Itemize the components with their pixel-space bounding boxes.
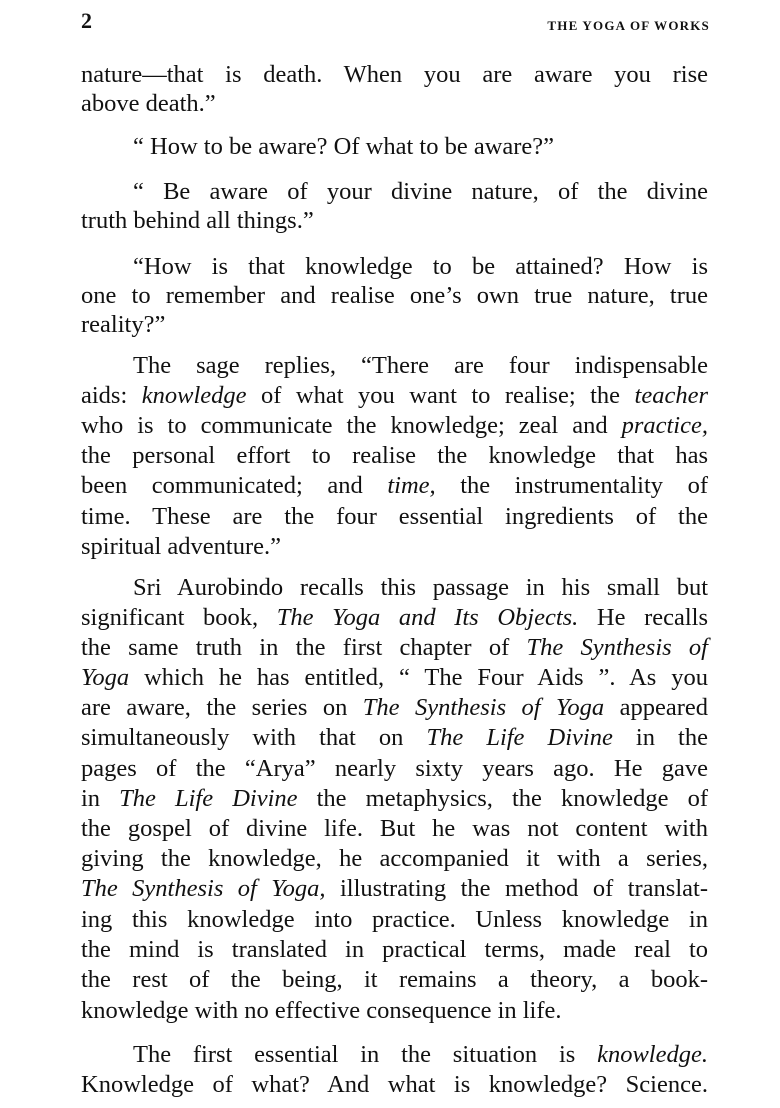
text-line: simultaneously with that on The Life Divine in the [81, 724, 708, 751]
text-line: the mind is translated in practical terms, made real to [81, 936, 708, 963]
page-number: 2 [81, 8, 92, 33]
text-line: The first essential in the situation is knowledge. [133, 1041, 708, 1068]
text-line: the rest of the being, it remains a theory, a book- [81, 966, 708, 993]
text-line: pages of the “Arya” nearly sixty years ago. He gave [81, 755, 708, 782]
text-line: “ How to be aware? Of what to be aware?” [133, 133, 555, 160]
text-line: the personal effort to realise the knowledge that has [81, 442, 708, 469]
text-line: “How is that knowledge to be attained? How is [133, 253, 708, 280]
text-line: nature—that is death. When you are aware you rise [81, 61, 708, 88]
text-line: the same truth in the first chapter of The Synthesis of [81, 634, 708, 661]
text-line: the gospel of divine life. But he was not content with [81, 815, 708, 842]
text-line: The sage replies, “There are four indispensable [133, 352, 708, 379]
text-line: truth behind all things.” [81, 207, 314, 234]
text-line: time. These are the four essential ingredients of the [81, 503, 708, 530]
text-line: spiritual adventure.” [81, 533, 282, 560]
text-line: ing this knowledge into practice. Unless knowledge in [81, 906, 708, 933]
text-line: in The Life Divine the metaphysics, the knowledge of [81, 785, 708, 812]
text-line: been communicated; and time, the instrumentality of [81, 472, 708, 499]
text-line: significant book, The Yoga and Its Objects. He recalls [81, 604, 709, 631]
text-line: “ Be aware of your divine nature, of the divine [133, 178, 708, 205]
text-line: Sri Aurobindo recalls this passage in his small but [133, 574, 708, 601]
text-line: giving the knowledge, he accompanied it with a series, [81, 845, 708, 872]
text-line: knowledge with no effective consequence in life. [81, 997, 562, 1024]
text-line: are aware, the series on The Synthesis of Yoga appeared [81, 694, 708, 721]
text-line: above death.” [81, 90, 216, 117]
text-line: Yoga which he has entitled, “ The Four Aids ”. As you [81, 664, 708, 691]
text-line: reality?” [81, 311, 166, 338]
running-head: THE YOGA OF WORKS [547, 18, 710, 33]
text-line: Knowledge of what? And what is knowledge? Science. [81, 1071, 708, 1098]
text-line: aids: knowledge of what you want to realise; the teacher [81, 382, 708, 409]
text-line: The Synthesis of Yoga, illustrating the method of translat- [81, 875, 708, 902]
text-line: one to remember and realise one’s own true nature, true [81, 282, 708, 309]
text-line: who is to communicate the knowledge; zeal and practice, [81, 412, 708, 439]
